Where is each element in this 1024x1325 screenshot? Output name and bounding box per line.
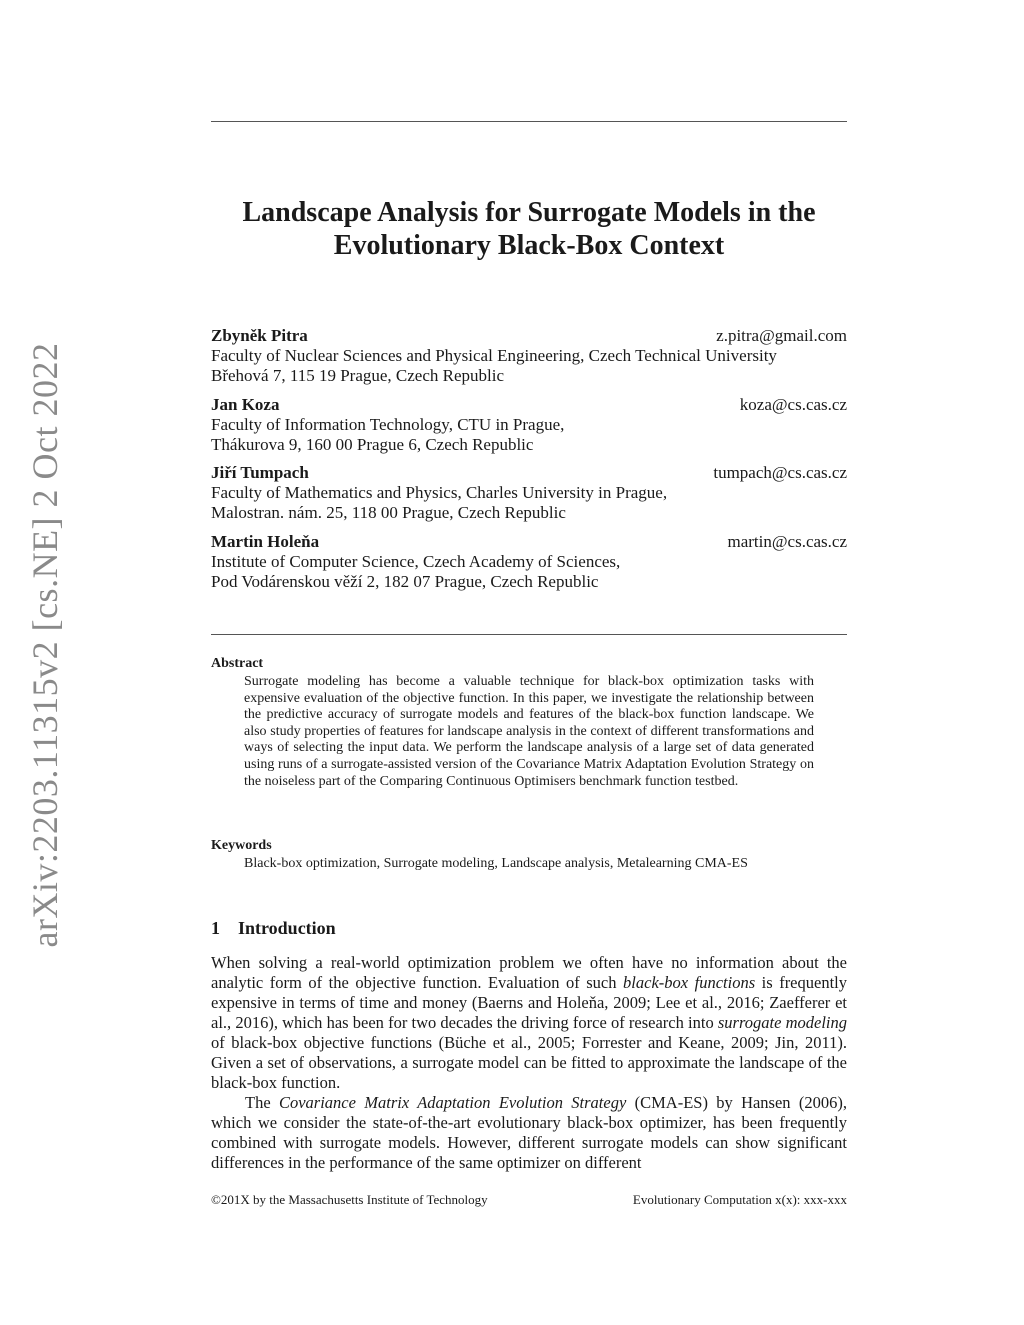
author-affiliation: Institute of Computer Science, Czech Academy of Sciences,: [211, 552, 621, 571]
text-run: The: [245, 1093, 279, 1112]
intro-paragraph-1: [211, 953, 847, 1093]
footer-journal: Evolutionary Computation x(x): xxx-xxx: [632, 1192, 847, 1207]
title-line-1: Landscape Analysis for Surrogate Models in the: [242, 197, 816, 228]
title-line-2: Evolutionary Black-Box Context: [333, 230, 725, 261]
mid-rule: [211, 634, 847, 635]
introduction-body: [211, 953, 847, 1173]
paper-title: [211, 196, 847, 262]
emphasis-cma-es: Covariance Matrix Adaptation Evolution Strategy: [278, 1093, 627, 1112]
author-affiliation: Faculty of Mathematics and Physics, Charles University in Prague,: [211, 483, 668, 502]
author-affiliation: Faculty of Information Technology, CTU in Prague,: [211, 415, 565, 434]
author-address: Malostran. nám. 25, 118 00 Prague, Czech Republic: [211, 503, 566, 522]
emphasis-black-box-functions: black-box functions: [623, 973, 756, 992]
arxiv-id-text: arXiv:2203.11315v2 [cs.NE] 2 Oct 2022: [25, 342, 65, 948]
abstract-heading: Abstract: [211, 656, 264, 671]
author-name: Jiří Tumpach: [211, 463, 309, 482]
text-run: is frequently expensive in terms of time and money (Baerns and Holeňa, 2009; Lee et al., 2016; Zaefferer et al., 2016), which has been for two decades the driving force of research into: [211, 973, 847, 1032]
page-footer: [211, 1192, 847, 1208]
intro-paragraph-2: [211, 1093, 847, 1173]
author-name: Zbyněk Pitra: [211, 326, 308, 345]
author-email[interactable]: martin@cs.cas.cz: [727, 532, 847, 551]
author-email[interactable]: tumpach@cs.cas.cz: [713, 463, 847, 482]
text-run: of black-box objective functions (Büche et al., 2005; Forrester and Keane, 2009; Jin, 2011). Given a set of observations, a surrogate model can be fitted to approximate the landscape of the black-box function.: [211, 1033, 847, 1092]
author-block: [211, 532, 847, 592]
author-email[interactable]: koza@cs.cas.cz: [739, 395, 847, 414]
author-address: Břehová 7, 115 19 Prague, Czech Republic: [211, 366, 505, 385]
emphasis-surrogate-modeling: surrogate modeling: [717, 1013, 847, 1032]
author-block: [211, 395, 847, 455]
author-block: [211, 463, 847, 523]
author-address: Thákurova 9, 160 00 Prague 6, Czech Republic: [211, 435, 534, 454]
keywords-heading: Keywords: [211, 838, 272, 853]
text-run: (CMA-ES) by Hansen (2006), which we consider the state-of-the-art evolutionary black-box optimizer, has been frequently combined with surrogate models. However, different surrogate models can show significant differences in the performance of the same optimizer on different: [211, 1093, 847, 1172]
keywords-text: Black-box optimization, Surrogate modeling, Landscape analysis, Metalearning CMA-ES: [244, 856, 748, 871]
author-affiliation: Faculty of Nuclear Sciences and Physical Engineering, Czech Technical University: [211, 346, 777, 365]
author-address: Pod Vodárenskou věží 2, 182 07 Prague, Czech Republic: [211, 572, 599, 591]
section-number: 1: [211, 918, 220, 938]
section-heading-introduction: [211, 918, 336, 939]
top-rule: [211, 121, 847, 122]
author-email[interactable]: z.pitra@gmail.com: [716, 326, 847, 345]
abstract-text: Surrogate modeling has become a valuable technique for black-box optimization tasks with expensive evaluation of the objective function. In this paper, we investigate the relationship between the predictive accuracy of surrogate models and features of the black-box function landscape. We also study properties of features for landscape analysis in the context of different transformations and ways of selecting the input data. We perform the landscape analysis of a large set of data generated using runs of a surrogate-assisted version of the Covariance Matrix Adaptation Evolution Strategy on the noiseless part of the Comparing Continuous Optimisers benchmark function testbed.: [244, 674, 814, 789]
footer-copyright: ©201X by the Massachusetts Institute of Technology: [211, 1192, 488, 1207]
section-title: Introduction: [238, 918, 336, 938]
author-block: [211, 326, 847, 386]
author-name: Martin Holeňa: [211, 532, 320, 551]
text-run: When solving a real-world optimization problem we often have no information about the analytic form of the objective function. Evaluation of such: [211, 953, 847, 992]
author-name: Jan Koza: [211, 395, 280, 414]
